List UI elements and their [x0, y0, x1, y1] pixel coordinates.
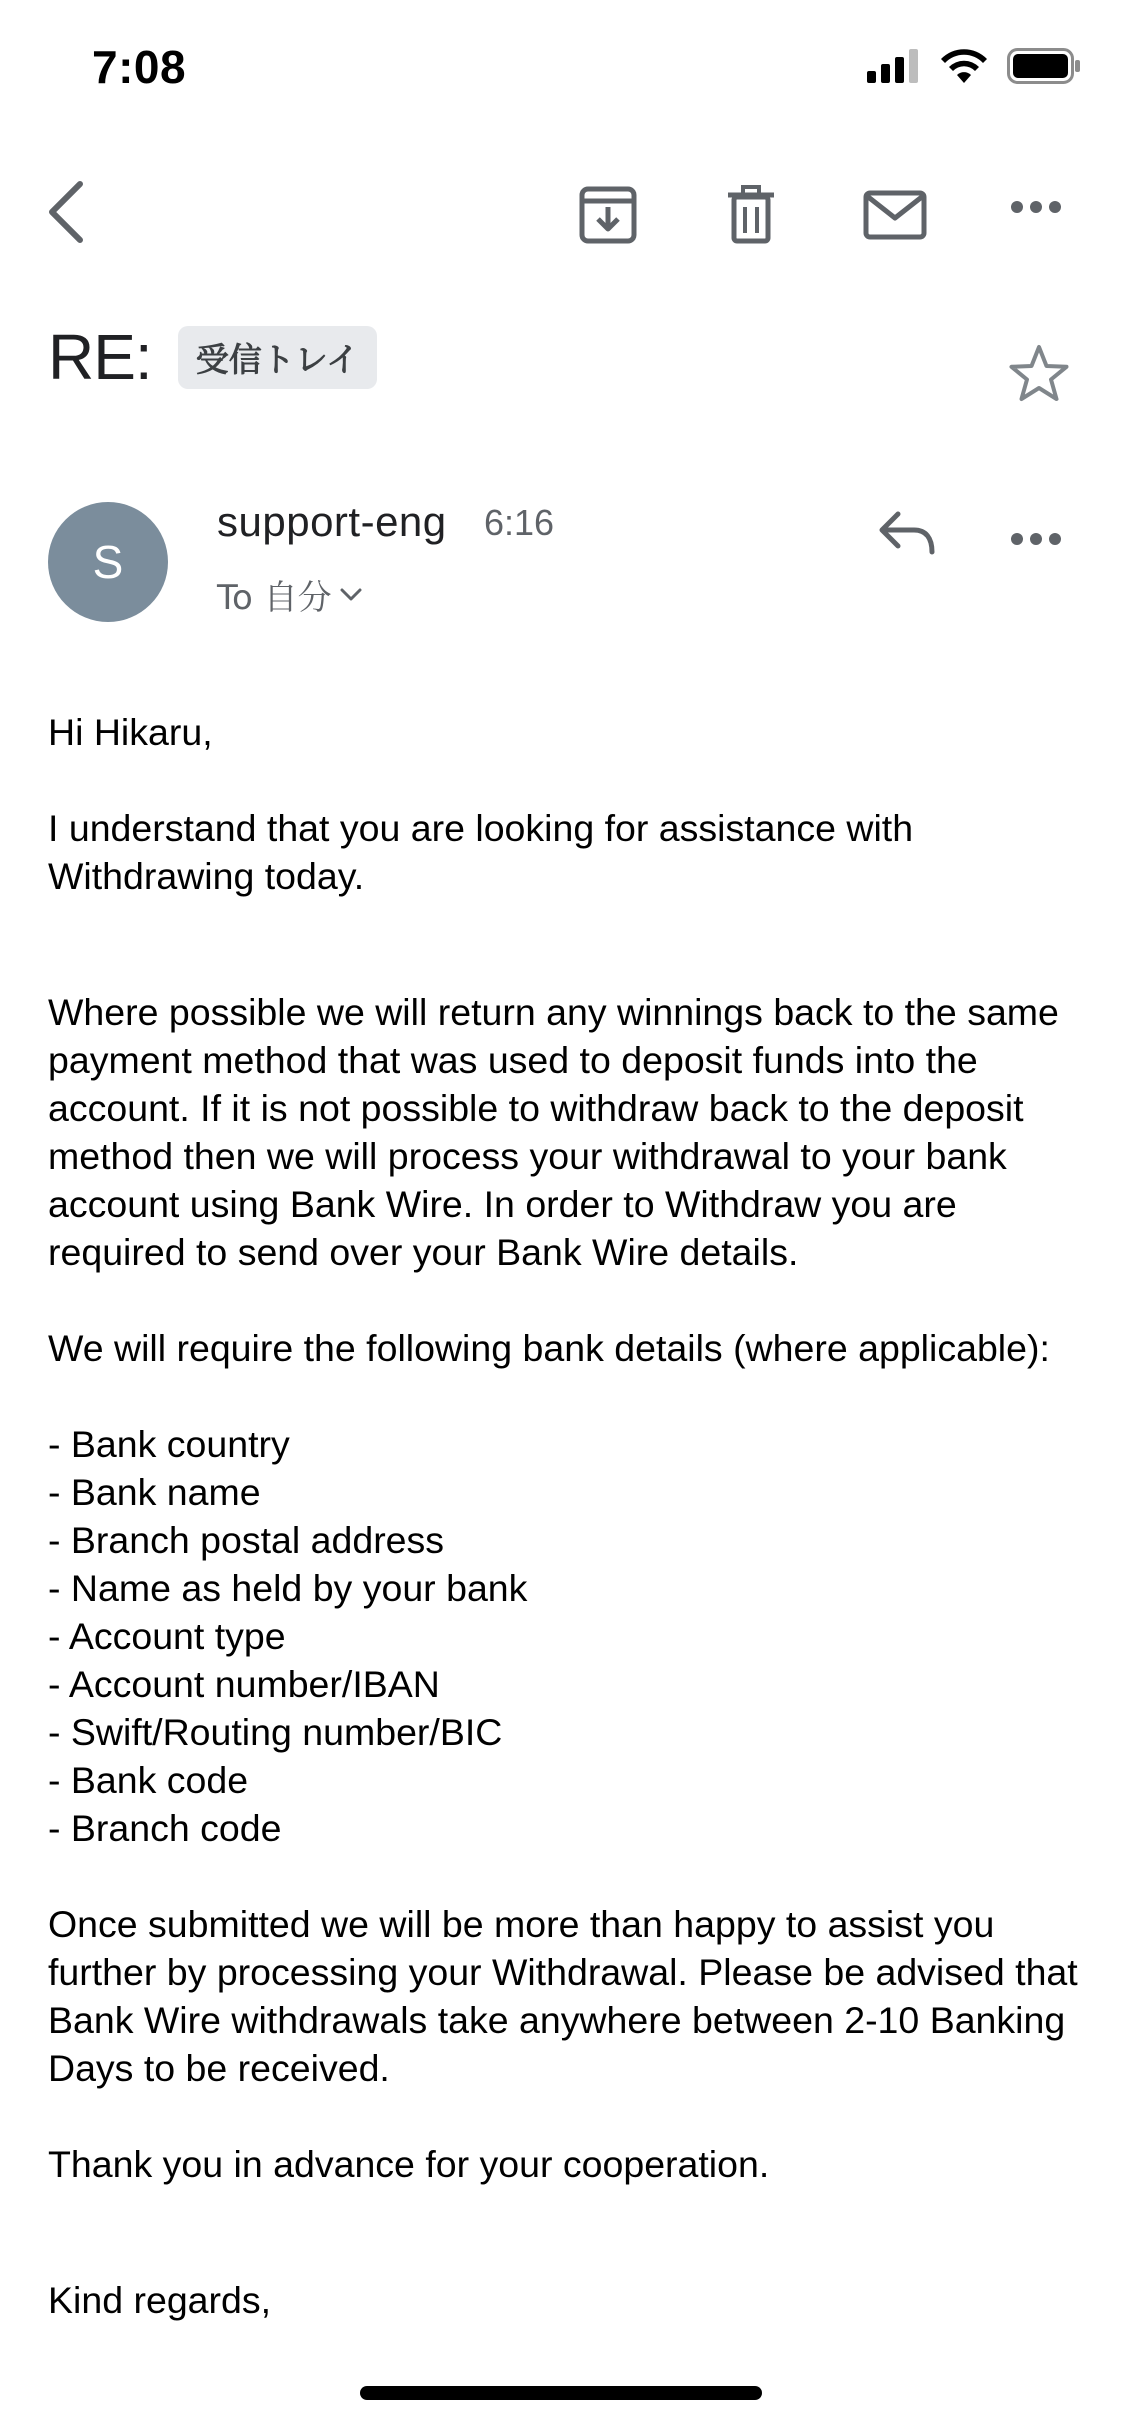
sent-time: 6:16: [484, 502, 555, 543]
email-body: [48, 708, 1088, 2324]
battery-icon: [1007, 48, 1081, 84]
wifi-icon: [941, 49, 987, 83]
reply-icon[interactable]: [878, 510, 936, 556]
thanks-line: Thank you in advance for your cooperation.: [48, 2143, 770, 2185]
delete-icon[interactable]: [726, 185, 776, 245]
list-item: - Branch postal address: [48, 1519, 445, 1561]
recipient-details-toggle[interactable]: [217, 570, 362, 619]
email-subject: RE:: [48, 321, 152, 393]
inbox-label-chip[interactable]: 受信トレイ: [178, 326, 377, 389]
intro-paragraph: I understand that you are looking for assistance with Withdrawing today.: [48, 807, 914, 897]
sender-avatar[interactable]: S: [48, 502, 168, 622]
list-item: - Bank code: [48, 1759, 249, 1801]
status-time: 7:08: [92, 41, 187, 93]
requirements-intro: We will require the following bank details (where applicable):: [48, 1327, 1050, 1369]
list-item: - Bank country: [48, 1423, 290, 1465]
sender-name[interactable]: support-eng: [217, 498, 447, 545]
list-item: - Bank name: [48, 1471, 261, 1513]
greeting: Hi Hikaru,: [48, 711, 213, 753]
cellular-signal-icon: [867, 49, 921, 83]
list-item: - Account type: [48, 1615, 286, 1657]
back-icon[interactable]: [44, 180, 88, 244]
list-item: - Swift/Routing number/BIC: [48, 1711, 503, 1753]
list-item: - Name as held by your bank: [48, 1567, 528, 1609]
archive-icon[interactable]: [578, 185, 638, 245]
more-icon[interactable]: [1010, 200, 1062, 214]
home-indicator[interactable]: [360, 2386, 762, 2400]
mark-unread-icon[interactable]: [863, 190, 927, 240]
signoff-line: Kind regards,: [48, 2279, 272, 2321]
chevron-down-icon: [340, 588, 362, 602]
subject-row: [48, 320, 377, 394]
recipient-text: To 自分: [217, 578, 332, 618]
withdrawal-paragraph: Where possible we will return any winnings back to the same payment method that was used to deposit funds into the account. If it is not possible to withdraw back to the deposit method then we will process your withdrawal to your bank account using Bank Wire. In order to Withdraw you are required to send over your Bank Wire details.: [48, 991, 1059, 1273]
star-icon[interactable]: [1008, 344, 1070, 404]
processing-paragraph: Once submitted we will be more than happy to assist you further by processing your Withdrawal. Please be advised that Bank Wire withdrawals take anywhere between 2-10 Banking Days to be received.: [48, 1903, 1078, 2089]
list-item: - Account number/IBAN: [48, 1663, 440, 1705]
message-more-icon[interactable]: [1010, 532, 1062, 546]
list-item: - Branch code: [48, 1807, 282, 1849]
status-icons: [867, 48, 1081, 84]
